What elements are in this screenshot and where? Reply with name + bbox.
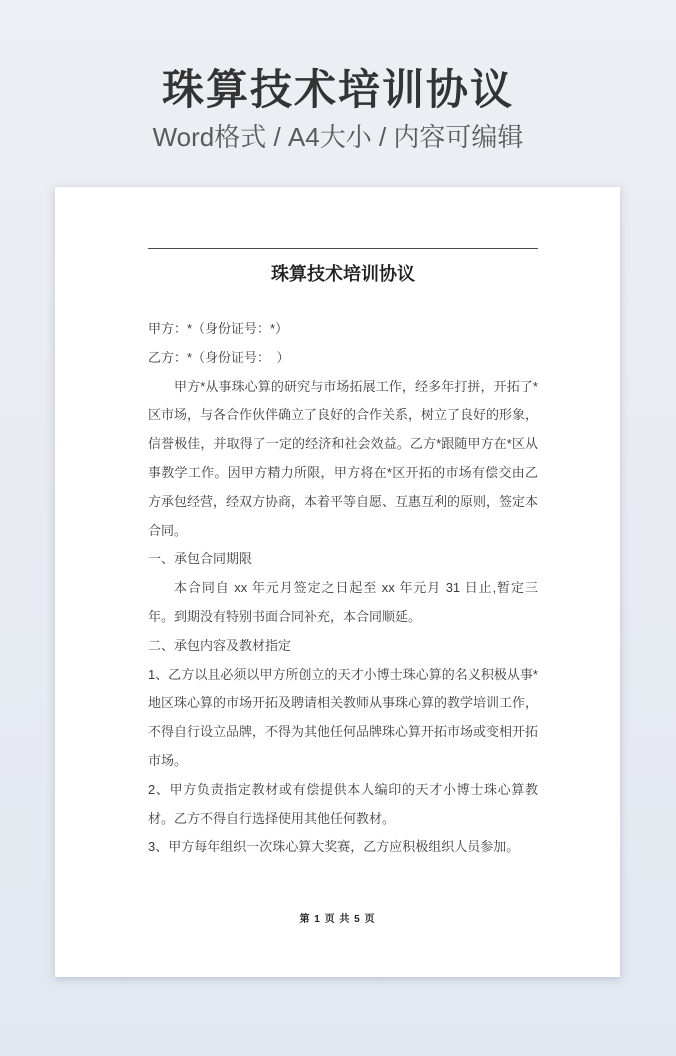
document-page [55, 187, 620, 977]
preamble-paragraph: 甲方*从事珠心算的研究与市场拓展工作，经多年打拼，开拓了*区市场，与各合作伙伴确立了良好的合作关系，树立了良好的形象，信誉极佳，并取得了一定的经济和社会效益。乙方*跟随甲方在*区从事教学工作。因甲方精力所限，甲方将在*区开拓的市场有偿交由乙方承包经营，经双方协商，本着平等自愿、互惠互利的原则，签定本合同。 [148, 378, 539, 538]
document-title: 珠算技术培训协议 [271, 264, 415, 284]
document-body [148, 315, 538, 862]
section-2-item-2: 2、甲方负责指定教材或有偿提供本人编印的天才小博士珠心算教材。乙方不得自行选择使用其他任何教材。 [148, 781, 538, 826]
party-b-line: 乙方：*（身份证号： ） [148, 349, 290, 365]
promo-title: 珠算技术培训协议 [161, 66, 514, 113]
section-2-heading: 二、承包内容及教材指定 [148, 637, 292, 653]
promo-subtitle: Word格式 / A4大小 / 内容可编辑 [152, 122, 524, 152]
page-number: 第 1 页 共 5 页 [299, 914, 376, 925]
section-1-body: 本合同自 xx 年元月签定之日起至 xx 年元月 31 日止,暂定三年。到期没有特别书面合同补充，本合同顺延。 [148, 580, 538, 624]
section-2-item-3: 3、甲方每年组织一次珠心算大奖赛，乙方应积极组织人员参加。 [148, 839, 520, 855]
section-2-item-1: 1、乙方以且必须以甲方所创立的天才小博士珠心算的名义积极从事*地区珠心算的市场开拓及聘请相关教师从事珠心算的教学培训工作，不得自行设立品牌，不得为其他任何品牌珠心算开拓市场或变相开拓市场。 [148, 666, 539, 768]
section-1-heading: 一、承包合同期限 [148, 551, 253, 567]
party-a-line: 甲方：*（身份证号：*） [148, 321, 289, 336]
promo-header [0, 0, 676, 152]
document-header-rule [148, 248, 538, 249]
